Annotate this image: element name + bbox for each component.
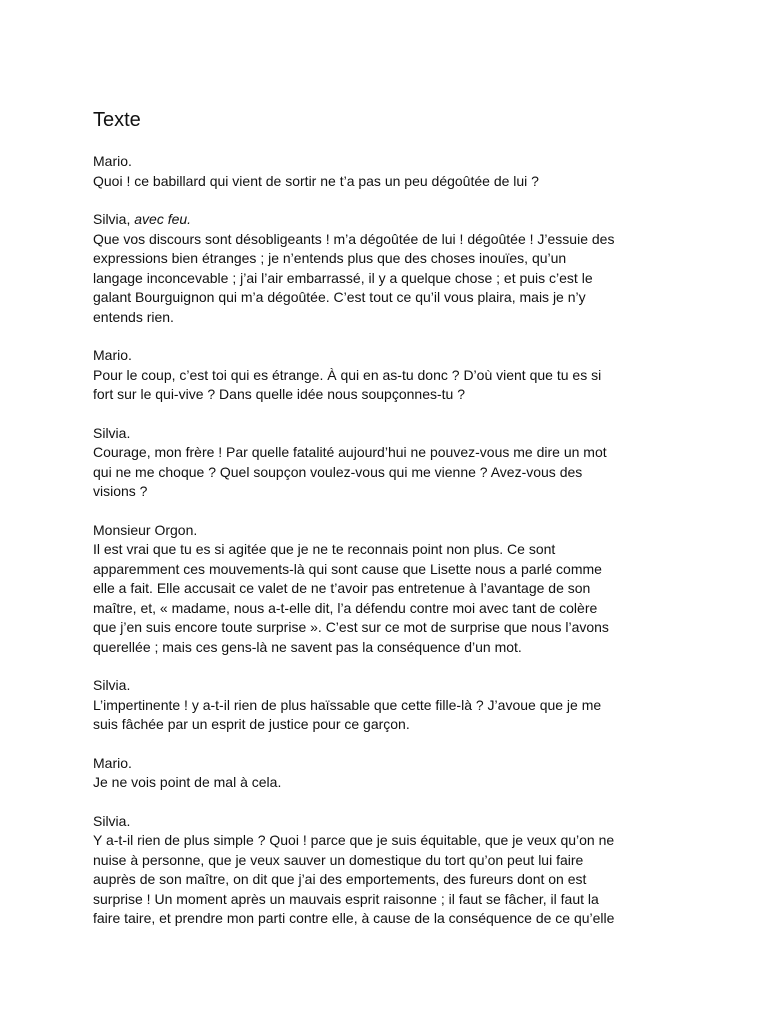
speaker-line (93, 754, 683, 774)
dialogue-turn (93, 152, 683, 191)
speech-line: querellée ; mais ces gens-là ne savent pas la conséquence d’un mot. (93, 638, 522, 655)
speech-line: entends rien. (93, 308, 174, 325)
speech-line: Y a-t-il rien de plus simple ? Quoi ! parce que je suis équitable, que je veux qu’on ne (93, 832, 615, 848)
document-title: Texte (93, 109, 141, 131)
speech-line: Que vos discours sont désobligeants ! m’a dégoûtée de lui ! dégoûtée ! J’essuie des (93, 230, 615, 247)
speech-line: nuise à personne, que je veux sauver un domestique du tort qu’on peut lui faire (93, 851, 584, 868)
speaker-name: Silvia, (93, 211, 131, 227)
speech-line: Quoi ! ce babillard qui vient de sortir ne t’a pas un peu dégoûtée de lui ? (93, 172, 539, 189)
dialogue (93, 152, 683, 929)
dialogue-turn (93, 754, 683, 793)
speaker-name: Mario. (93, 153, 132, 169)
speaker-name: Silvia. (93, 424, 131, 441)
dialogue-turn (93, 521, 683, 658)
speaker-line (93, 676, 683, 696)
speech-line: fort sur le qui-vive ? Dans quelle idée nous soupçonnes-tu ? (93, 386, 465, 402)
speech-line: Il est vrai que tu es si agitée que je ne te reconnais point non plus. Ce sont (93, 541, 556, 557)
stage-direction: avec feu. (134, 211, 192, 227)
speech-line: Pour le coup, c’est toi qui es étrange. À qui en as-tu donc ? D’où vient que tu es si (93, 366, 602, 383)
speech-line: suis fâchée par un esprit de justice pour ce garçon. (93, 716, 410, 732)
dialogue-turn (93, 346, 683, 405)
speech-line: auprès de son maître, on dit que j’ai des emportements, des fureurs dont on est (93, 871, 587, 887)
speaker-line (93, 346, 683, 366)
speaker-line (93, 210, 683, 230)
speaker-line (93, 812, 683, 832)
speech-line: faire taire, et prendre mon parti contre elle, à cause de la conséquence de ce qu’elle (93, 910, 615, 926)
speech-line: que j’en suis encore toute surprise ». C’est sur ce mot de surprise que nous l’avons (93, 619, 609, 635)
speech-line: qui ne me choque ? Quel soupçon voulez-vous qui me vienne ? Avez-vous des (93, 463, 583, 480)
speech-line: Courage, mon frère ! Par quelle fatalité aujourd’hui ne pouvez-vous me dire un mot (93, 444, 607, 460)
dialogue-turn (93, 812, 683, 929)
speech-line: apparemment ces mouvements-là qui sont cause que Lisette nous a parlé comme (93, 560, 602, 577)
speech-line: langage inconcevable ; j’ai l’air embarrassé, il y a quelque chose ; et puis c’est le (93, 269, 593, 286)
speaker-line (93, 521, 683, 541)
speaker-name: Mario. (93, 754, 132, 771)
speech-line: visions ? (93, 483, 148, 499)
speech-line: galant Bourguignon qui m’a dégoûtée. C’est tout ce qu’il vous plaira, mais je n’y (93, 289, 586, 305)
speaker-name: Mario. (93, 347, 132, 363)
speech-line: maître, et, « madame, nous a-t-elle dit, l’a défendu contre moi avec tant de colère (93, 599, 598, 616)
speaker-line (93, 152, 683, 172)
speaker-line (93, 424, 683, 444)
speech-line: surprise ! Un moment après un mauvais esprit raisonne ; il faut se fâcher, il faut la (93, 890, 599, 907)
speech-line: expressions bien étranges ; je n’entends plus que des choses inouïes, qu’un (93, 250, 567, 266)
dialogue-turn (93, 676, 683, 735)
speaker-name: Silvia. (93, 677, 131, 693)
dialogue-turn (93, 210, 683, 327)
document-page (93, 108, 683, 948)
dialogue-turn (93, 424, 683, 502)
speech-line: L’impertinente ! y a-t-il rien de plus haïssable que cette fille-là ? J’avoue que je me (93, 696, 602, 713)
speaker-name: Silvia. (93, 812, 131, 829)
speaker-name: Monsieur Orgon. (93, 521, 198, 538)
speech-line: Je ne vois point de mal à cela. (93, 774, 282, 790)
speech-line: elle a fait. Elle accusait ce valet de ne t’avoir pas entretenue à l’avantage de son (93, 580, 591, 596)
